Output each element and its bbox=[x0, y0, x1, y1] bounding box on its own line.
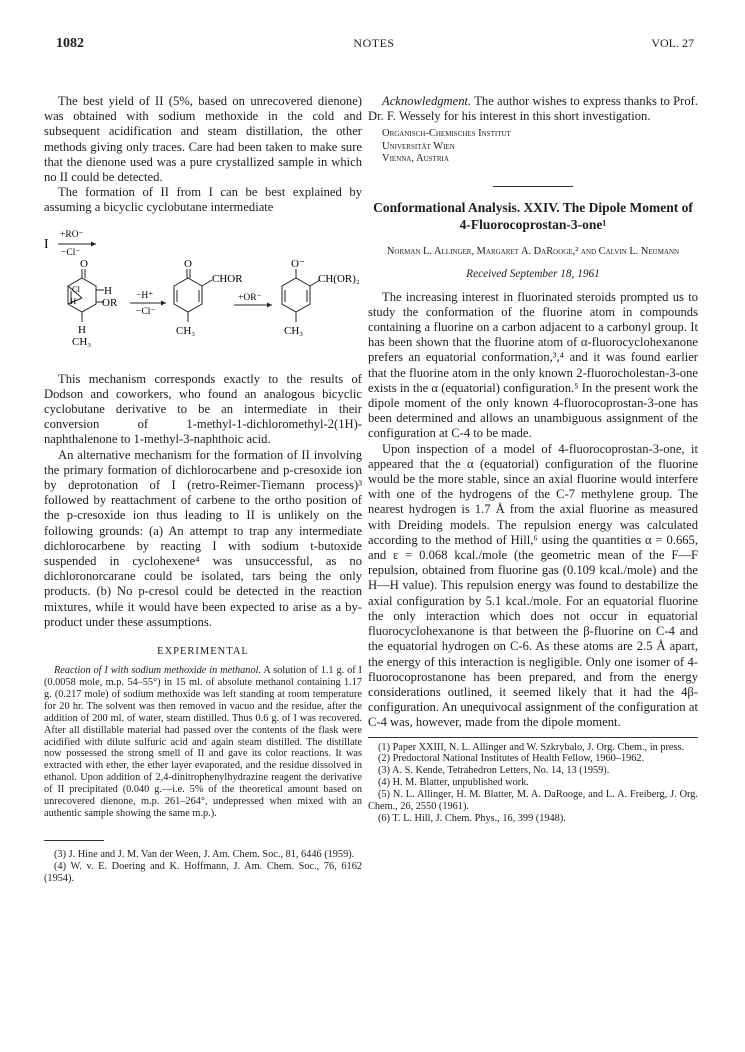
reagent-label: +OR⁻ bbox=[238, 292, 262, 303]
arrow-head bbox=[161, 300, 166, 305]
paragraph: An alternative mechanism for the formation of II involving the primary formation of dichlorocarbene and p-cresoxide ion by deprotonation of I (retro-Reimer-Tiemann process)³ followed by reattachment of carbene to the ortho position of the p-cresoxide ion thus leading to II is unlikely on the following grounds: (a) An attempt to trap any intermediate dichlorocarbene by reacting I with sodium t-butoxide suspended in cyclohexene⁴ was unsuccessful, as no dichloronorcarane could be isolated, tars being the only products. (b) No p-cresol could be detected in the reaction mixtures, while it would have been expected to arise as a by-product under these assumptions. bbox=[44, 447, 362, 629]
arrow-head bbox=[267, 302, 272, 307]
footnote: (6) T. L. Hill, J. Chem. Phys., 16, 399 (1948). bbox=[378, 812, 566, 824]
structure-phenoxide bbox=[282, 269, 320, 322]
affiliation bbox=[382, 128, 698, 165]
footnote-rule bbox=[44, 840, 104, 841]
footnote: (4) W. v. E. Doering and K. Hoffmann, J. Am. Chem. Soc., 76, 6162 (1954). bbox=[44, 860, 362, 884]
group-label: CH₃ bbox=[284, 324, 304, 337]
atom-label: H bbox=[104, 284, 112, 297]
arrow-head bbox=[91, 241, 96, 246]
section-title: NOTES bbox=[353, 36, 395, 50]
atom-label: Cl bbox=[72, 283, 81, 294]
footnote-rule bbox=[368, 737, 698, 738]
group-label: CH₃ bbox=[176, 324, 196, 337]
footnote: (3) J. Hine and J. M. Van der Ween, J. Am. Chem. Soc., 81, 6446 (1959). bbox=[54, 848, 355, 860]
left-column bbox=[44, 94, 362, 885]
reaction-scheme bbox=[44, 220, 362, 370]
acknowledgment-text: The author wishes to express thanks to Prof. Dr. F. Wessely for his interest in this short investigation. bbox=[368, 94, 698, 124]
paragraph: The formation of II from I can be best explained by assuming a bicyclic cyclobutane intermediate bbox=[44, 185, 362, 215]
reagent-label: +RO⁻ bbox=[60, 229, 84, 240]
right-column bbox=[368, 94, 698, 825]
footnote: (2) Predoctoral National Institutes of Health Fellow, 1960–1962. bbox=[378, 753, 645, 765]
atom-label: H bbox=[70, 295, 77, 306]
article-title: Conformational Analysis. XXIV. The Dipole Moment of 4-Fluorocoprostan-3-one¹ bbox=[373, 199, 693, 232]
atom-label: O bbox=[184, 257, 192, 270]
acknowledgment bbox=[368, 94, 698, 124]
page-number: 1082 bbox=[56, 36, 84, 51]
affiliation-line: Organisch-Chemisches Institut bbox=[382, 128, 511, 140]
affiliation-line: Vienna, Austria bbox=[382, 153, 449, 165]
footnote: (1) Paper XXIII, N. L. Allinger and W. Szkrybalo, J. Org. Chem., in press. bbox=[378, 741, 685, 753]
group-label: CH(OR)₂ bbox=[318, 272, 360, 285]
atom-label: O⁻ bbox=[291, 257, 305, 270]
paragraph: Upon inspection of a model of 4-fluorocoprostan-3-one, it appeared that the α (equatorial) configuration of the fluorine would be the more stable, since an axial fluorine would interfere with one of the hydrogens of the C-7 methylene group. The nearest hydrogen is 1.7 Å from the axial fluorine as measured with Dreiding models. The repulsion energy was calculated according to the method of Hill,⁶ using the quantities α = 0.665, and ε = 0.068 kcal./mole (the geometric mean of the F—F repulsion, obtained from fluorine gas (0.109 kcal./mole) and the H—H value). This repulsion energy was found to destabilize the axial configuration by 5.1 kcal./mole. For an equatorial fluorine the only interaction which does not occur in equatorial fluorocyclohexanone is that between the β-fluorine on C-4 and the equatorial hydrogen on C-6. As these atoms are 2.5 Å apart, the energy of this interaction is negligible. Only one isomer of 4-fluorocoprostanone has been prepared, and from the energy considerations outlined, it seemed likely that it had the 4β-configuration. An unequivocal assignment of the configuration at C-4 was, however, made from the dipole moment. bbox=[368, 441, 698, 730]
section-heading: EXPERIMENTAL bbox=[157, 646, 249, 658]
atom-label: O bbox=[80, 257, 88, 270]
group-label: CHOR bbox=[212, 272, 243, 285]
volume-label: VOL. 27 bbox=[651, 36, 694, 50]
structure-dienone bbox=[174, 269, 212, 322]
section-divider bbox=[493, 186, 573, 187]
paragraph: This mechanism corresponds exactly to the results of Dodson and coworkers, who found an analogous bicyclic cyclobutane derivative to be an intermediate in their conversion of 1-methyl-1-dichloromethyl-2(1H)-naphthalenone to 1-methyl-3-naphthoic acid. bbox=[44, 371, 362, 447]
compound-label: I bbox=[44, 236, 49, 252]
paragraph: The best yield of II (5%, based on unrecovered dienone) was obtained with sodium methoxide in the cold and subsequent acidification and steam distillation, the other methods giving only traces. Care had been taken to make sure that the dienone used was a pure crystallized sample in which no II could be detected. bbox=[44, 94, 362, 185]
acknowledgment-lead: Acknowledgment. bbox=[382, 94, 472, 108]
experimental-lead: Reaction of I with sodium methoxide in methanol. bbox=[54, 665, 262, 677]
paragraph: The increasing interest in fluorinated steroids prompted us to study the conformation of the fluorine atom in compounds containing a fluorine on a carbon adjacent to a carbonyl group. It has been shown that the fluorine atom of α-fluorocyclohexanone prefers an equatorial conformation,³,⁴ and it was found earlier that the fluorine atom in the only known 2-fluorocholestan-3-one exists in the α (equatorial) configuration.⁵ In the present work the dipole moment of the only known 4-fluorocoprostan-3-one has been determined and allows an unambiguous assignment of the configuration at C-4 to be made. bbox=[368, 289, 698, 441]
affiliation-line: Universität Wien bbox=[382, 140, 455, 152]
experimental-paragraph bbox=[44, 665, 362, 820]
footnote: (3) A. S. Kende, Tetrahedron Letters, No. 14, 13 (1959). bbox=[378, 765, 610, 777]
reagent-label: −H⁺ bbox=[136, 290, 154, 301]
footnote: (4) H. M. Blatter, unpublished work. bbox=[378, 777, 529, 789]
atom-label: H bbox=[78, 323, 86, 336]
running-header bbox=[44, 36, 704, 56]
atom-label: OR bbox=[102, 296, 118, 309]
atom-label: CH₃ bbox=[72, 335, 92, 348]
received-date: Received September 18, 1961 bbox=[466, 267, 600, 280]
reagent-label: −Cl⁻ bbox=[61, 247, 81, 258]
article-authors: Norman L. Allinger, Margaret A. DaRooge,² and Calvin L. Neumann bbox=[386, 245, 680, 257]
reagent-label: −Cl⁻ bbox=[136, 306, 156, 317]
experimental-text: A solution of 1.1 g. of I (0.0058 mole, m.p. 54–55°) in 15 ml. of absolute methanol containing 1.17 g. (0.217 mole) of sodium methoxide was left standing at room temperature for 20 hr. The solvent was then removed in vacuo and the residue, after the addition of 200 ml. of water, steam distilled. Thus 0.6 g. of I was recovered. After all distillable material had passed over the contents of the flask were acidified with dilute sulfuric acid and again steam distilled. The distillate now possessed the strong smell of II and gave its color reactions. It was extracted with ether, the ether layer evaporated, and the residue dissolved in ethanol. Upon addition of 2,4-dinitrophenylhydrazine reagent the derivative of II precipitated (0.040 g.—i.e. 5% of the theoretical amount based on unrecovered dienone, m.p. 261–264°, undepressed when mixed with an authentic sample showing the same m.p.). bbox=[44, 665, 362, 819]
footnote: (5) N. L. Allinger, H. M. Blatter, M. A. DaRooge, and L. A. Freiberg, J. Org. Chem., 26, 2550 (1961). bbox=[368, 789, 698, 813]
